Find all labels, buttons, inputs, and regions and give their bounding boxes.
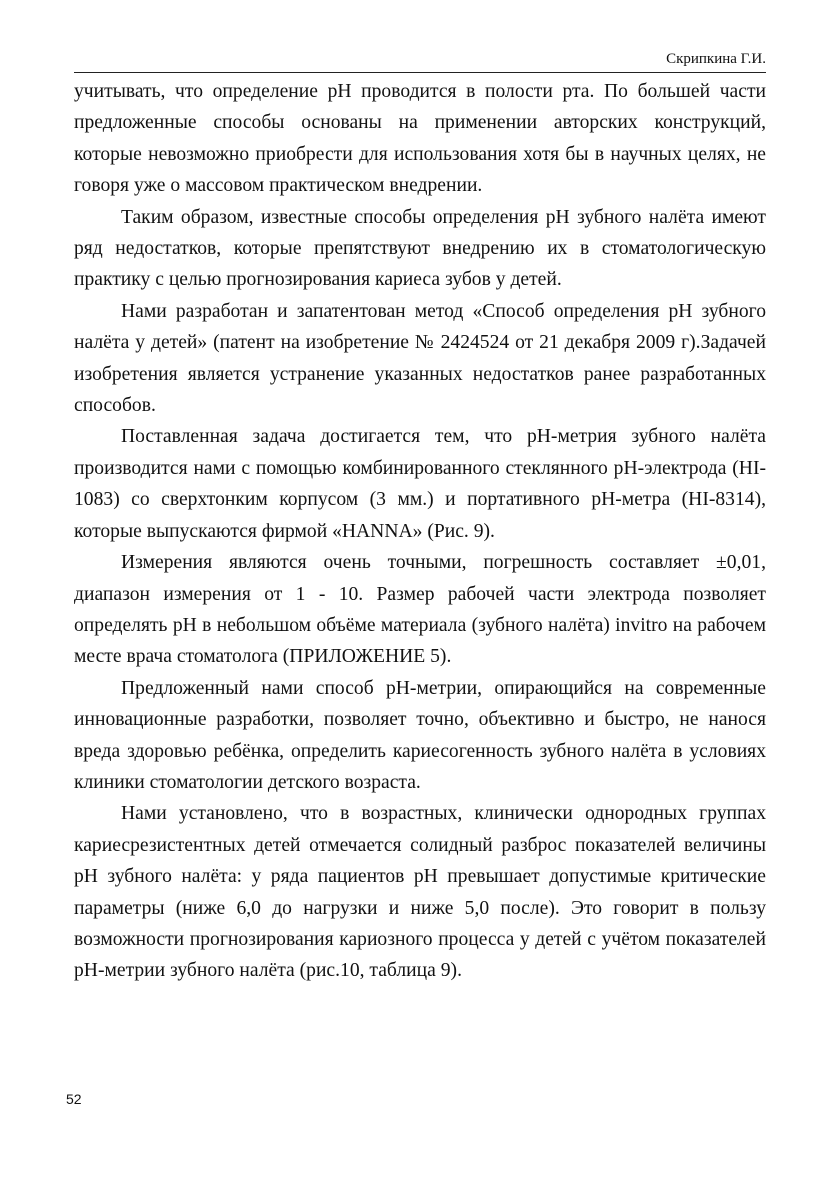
header-rule	[74, 72, 766, 73]
paragraph: Нами разработан и запатентован метод «Способ определения рН зубного налёта у детей» (патент на изобретение № 2424524 от 21 декабря 2009 г).Задачей изобретения является устранение указанных недостатков ранее разработанных способов.	[74, 300, 766, 417]
paragraph-continued: учитывать, что определение рН проводится в полости рта. По большей части предложенные способы основаны на применении авторских конструкций, которые невозможно приобрести для использования хотя бы в научных целях, не говоря уже о массовом практическом внедрении.	[74, 81, 766, 197]
paragraph: Поставленная задача достигается тем, что рН-метрия зубного налёта производится нами с помощью комбинированного стеклянного рН-электрода (HI-1083) со сверхтонким корпусом (3 мм.) и портативного рН-метра (HI-8314), которые выпускаются фирмой «HANNA» (Рис. 9).	[74, 426, 766, 542]
body-text	[74, 76, 766, 987]
running-header-author: Скрипкина Г.И.	[666, 51, 766, 67]
page-number: 52	[66, 1091, 82, 1107]
paragraph: Измерения являются очень точными, погрешность составляет ±0,01, диапазон измерения от 1 - 10. Размер рабочей части электрода позволяет определять рН в небольшом объёме материала (зубного налёта) invitro на рабочем месте врача стоматолога (ПРИЛОЖЕНИЕ 5).	[74, 552, 766, 668]
paragraph: Нами установлено, что в возрастных, клинически однородных группах кариесрезистентных детей отмечается солидный разброс показателей величины рН зубного налёта: у ряда пациентов рН превышает допустимые критические параметры (ниже 6,0 до нагрузки и ниже 5,0 после). Это говорит в пользу возможности прогнозирования кариозного процесса у детей с учётом показателей рН-метрии зубного налёта (рис.10, таблица 9).	[74, 803, 766, 982]
paragraph: Предложенный нами способ рН-метрии, опирающийся на современные инновационные разработки, позволяет точно, объективно и быстро, не нанося вреда здоровью ребёнка, определить кариесогенность зубного налёта в условиях клиники стоматологии детского возраста.	[74, 677, 766, 793]
paragraph: Таким образом, известные способы определения рН зубного налёта имеют ряд недостатков, которые препятствуют внедрению их в стоматологическую практику с целью прогнозирования кариеса зубов у детей.	[74, 206, 766, 291]
